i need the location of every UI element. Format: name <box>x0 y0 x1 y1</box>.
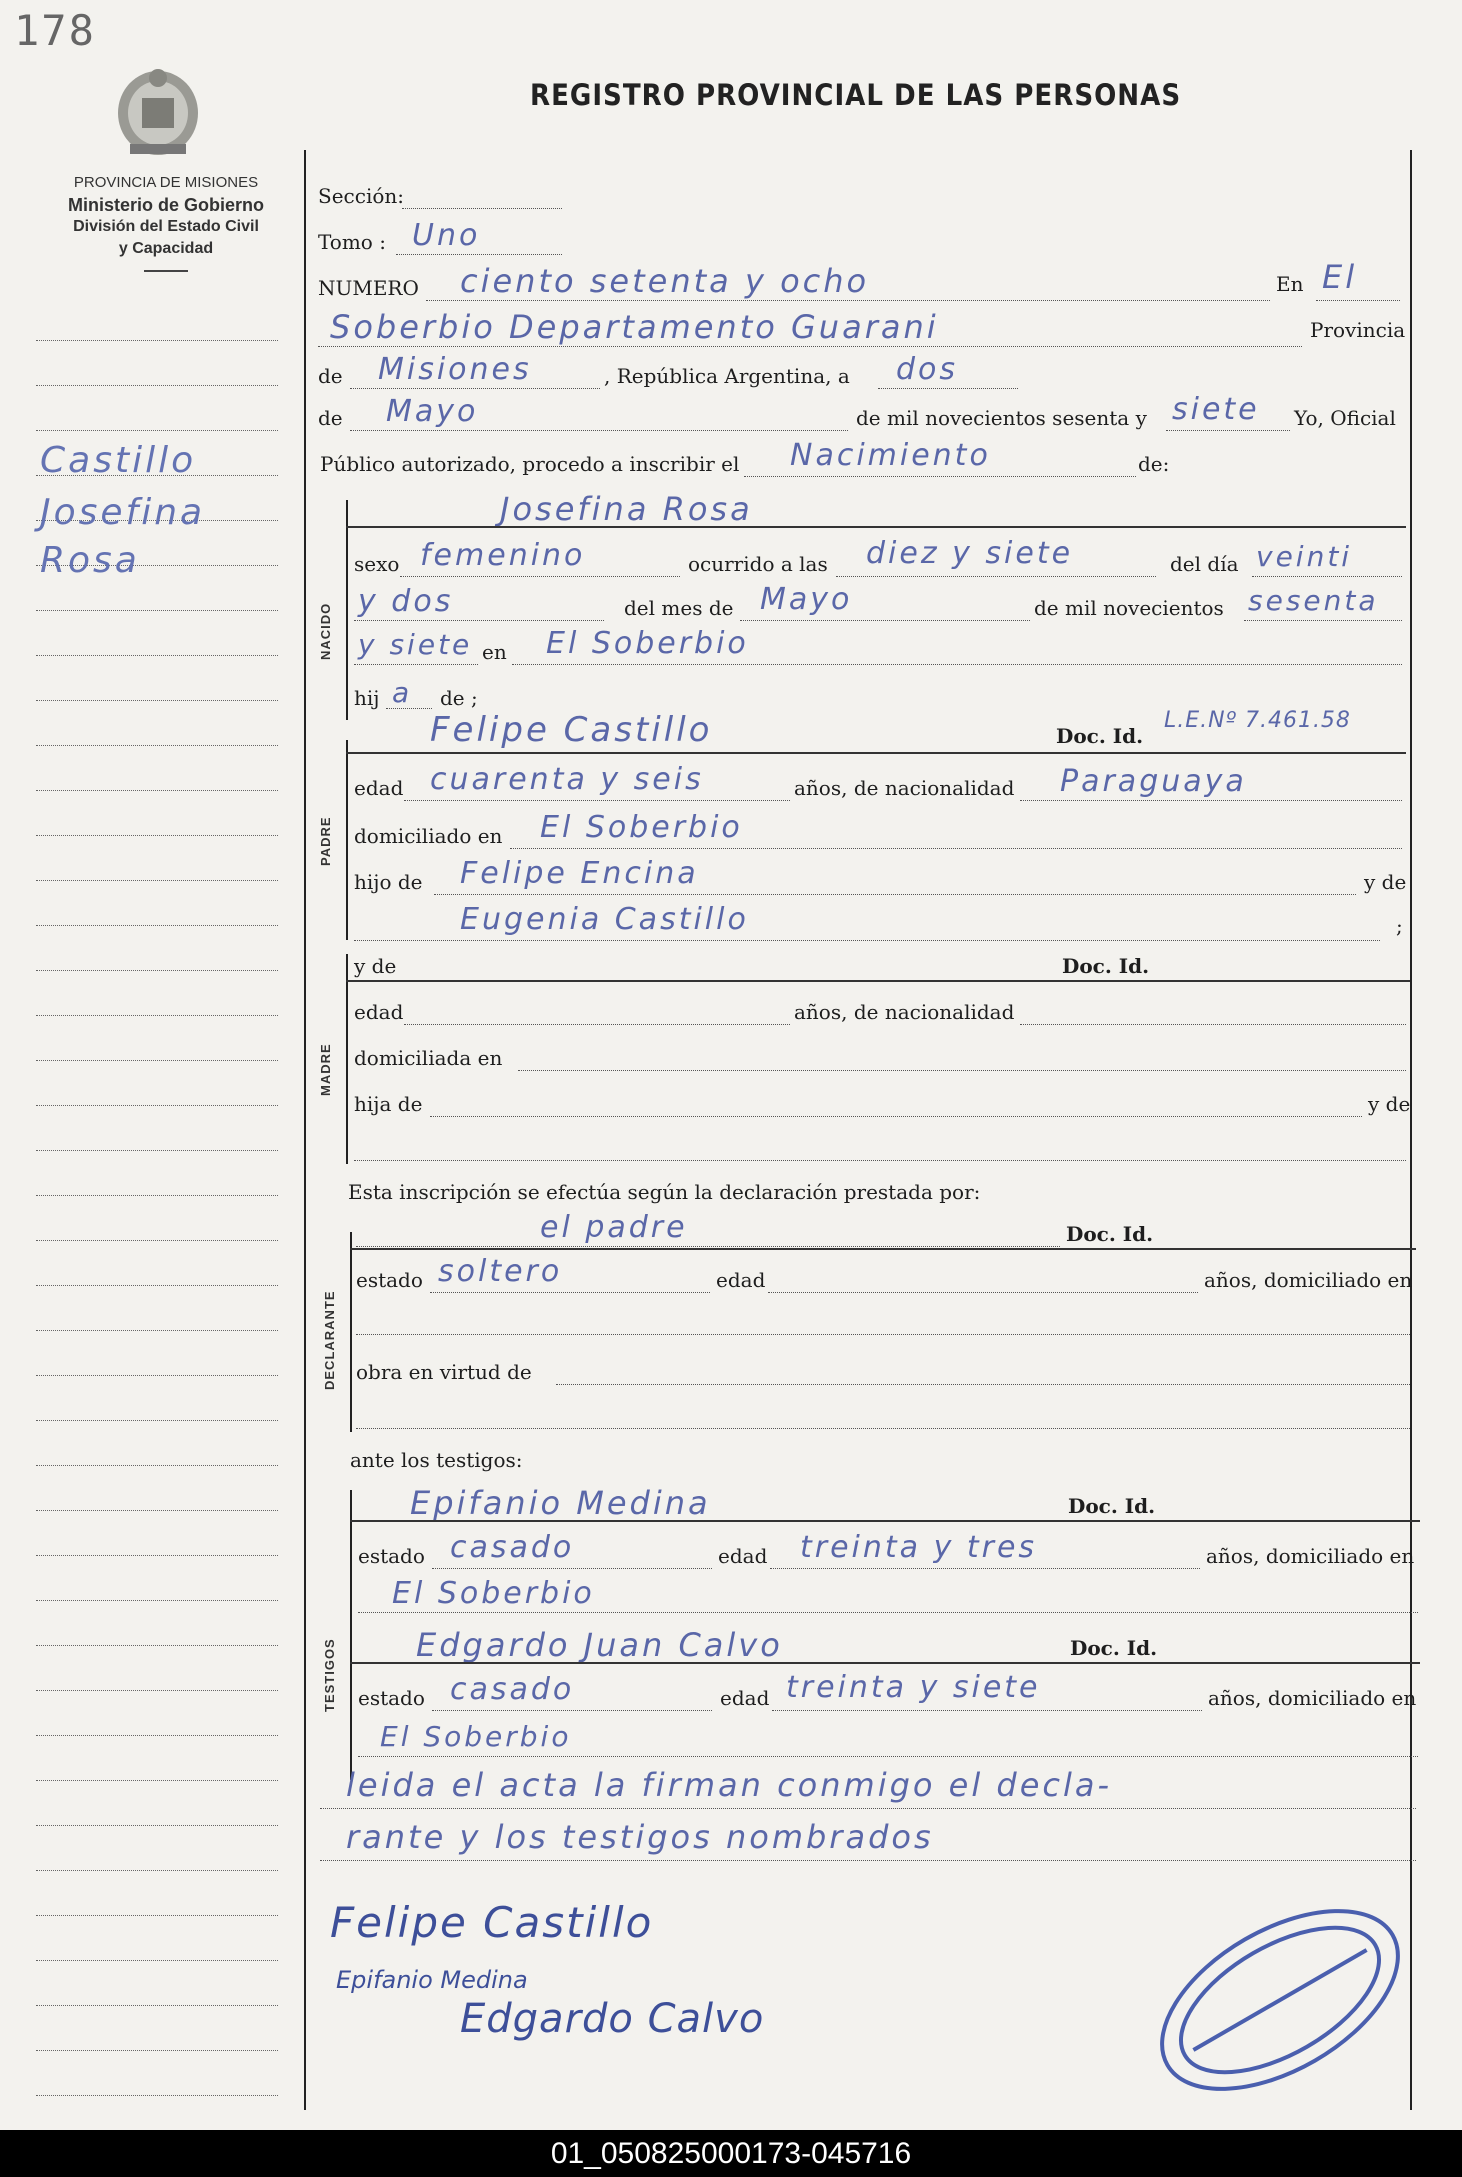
margin-line <box>36 1195 278 1196</box>
margin-line <box>36 1015 278 1016</box>
padre-nombre-line <box>346 752 1406 754</box>
margin-line <box>36 1870 278 1871</box>
madre-nombre-line <box>346 980 1410 982</box>
testigo2-edad-line <box>772 1710 1202 1711</box>
padre-nacionalidad-value: Paraguaya <box>1060 764 1247 799</box>
declarante-dom-line <box>356 1334 1410 1335</box>
margin-line <box>36 1555 278 1556</box>
cierre-line1 <box>320 1808 1416 1809</box>
madre-edad-label: edad <box>354 1000 404 1024</box>
ocurrido-label: ocurrido a las <box>688 552 828 576</box>
cierre-text2: rante y los testigos nombrados <box>346 1818 934 1856</box>
acto-value: Nacimiento <box>790 438 991 473</box>
page-number: 178 <box>14 6 96 55</box>
margin-line <box>36 1060 278 1061</box>
tomo-label: Tomo : <box>318 230 386 254</box>
tomo-value: Uno <box>412 218 481 253</box>
dia-value: veinti <box>1256 540 1353 573</box>
margin-line <box>36 655 278 656</box>
testigo1-dom-value: El Soberbio <box>392 1576 595 1611</box>
main-border-right <box>1410 150 1412 2110</box>
en2-label: en <box>482 640 507 664</box>
margin-line <box>36 2095 278 2096</box>
nombre-line <box>346 526 1406 528</box>
en-line <box>1316 300 1400 301</box>
testigo1-estado-label: estado <box>358 1544 425 1568</box>
testigo2-estado-label: estado <box>358 1686 425 1710</box>
declarante-line <box>356 1246 1060 1247</box>
margin-line <box>36 2005 278 2006</box>
margin-line <box>36 1240 278 1241</box>
inscripcion-label: Esta inscripción se efectúa según la declaración prestada por: <box>348 1180 981 1204</box>
de-label: de <box>318 364 343 388</box>
madre-doc-label: Doc. Id. <box>1062 954 1150 978</box>
madre-padre-line <box>430 1116 1362 1117</box>
margin-lines <box>36 0 278 2130</box>
nombre-value: Josefina Rosa <box>500 490 753 528</box>
margin-line <box>36 1960 278 1961</box>
declarante-side-label: DECLARANTE <box>322 1290 337 1390</box>
mes-value: Mayo <box>760 582 853 617</box>
margin-line <box>36 1600 278 1601</box>
numero-label: NUMERO <box>318 276 419 300</box>
margin-line <box>36 1780 278 1781</box>
madre-border <box>346 954 348 1164</box>
padre-nacionalidad-line <box>1020 800 1402 801</box>
footer-id: 01_050825000173-045716 <box>0 2130 1462 2177</box>
padre-semicolon: ; <box>1396 914 1403 938</box>
margin-line <box>36 385 278 386</box>
dia-cont-line <box>354 620 604 621</box>
numero-value: ciento setenta y ocho <box>460 262 870 300</box>
margin-line <box>36 835 278 836</box>
anio-nac-value: sesenta <box>1248 584 1379 617</box>
obra-virtud-line2 <box>356 1428 1410 1429</box>
declarante-border <box>350 1232 352 1432</box>
testigo1-doc-label: Doc. Id. <box>1068 1494 1156 1518</box>
margin-line <box>36 610 278 611</box>
provincia-line <box>350 388 600 389</box>
testigo1-edad-label: edad <box>718 1544 768 1568</box>
seccion-line <box>402 208 562 209</box>
dia-cont-value: y dos <box>358 584 454 619</box>
margin-firstname: Josefina <box>40 492 206 533</box>
padre-y-de-label: y de <box>1364 870 1407 894</box>
declarante-value: el padre <box>540 1210 688 1245</box>
yo-oficial-label: Yo, Oficial <box>1294 406 1396 430</box>
signature-felipe: Felipe Castillo <box>330 1898 654 1947</box>
margin-line <box>36 790 278 791</box>
agency-province: PROVINCIA DE MISIONES <box>73 174 259 191</box>
lugar-value: Soberbio Departamento Guarani <box>330 308 939 346</box>
signature-edgardo: Edgardo Calvo <box>460 1996 765 2042</box>
margin-line <box>36 1735 278 1736</box>
padre-border <box>346 740 348 940</box>
margin-line <box>36 1690 278 1691</box>
margin-line <box>36 1105 278 1106</box>
padre-edad-line <box>404 800 790 801</box>
declarante-edad-label: edad <box>716 1268 766 1292</box>
margin-line <box>36 1420 278 1421</box>
testigo2-dom-value: El Soberbio <box>380 1720 572 1753</box>
padre-edad-label: edad <box>354 776 404 800</box>
hij-suffix-value: a <box>392 676 413 709</box>
madre-hija-label: hija de <box>354 1092 423 1116</box>
lugar-line <box>318 346 1302 347</box>
margin-surname: Castillo <box>40 440 197 481</box>
madre-nacionalidad-label: años, de nacionalidad <box>794 1000 1015 1024</box>
padre-madre-value: Eugenia Castillo <box>460 902 749 937</box>
margin-line <box>36 1375 278 1376</box>
testigos-label: ante los testigos: <box>350 1448 523 1472</box>
testigo1-edad-value: treinta y tres <box>800 1530 1038 1565</box>
declarante-estado-label: estado <box>356 1268 423 1292</box>
lugar-nac-line <box>512 664 1402 665</box>
testigo2-doc-label: Doc. Id. <box>1070 1636 1158 1660</box>
nacido-border <box>346 500 348 720</box>
padre-madre-line <box>354 940 1380 941</box>
sexo-line <box>400 576 680 577</box>
testigo2-edad-value: treinta y siete <box>786 1670 1041 1705</box>
declarante-doc-label: Doc. Id. <box>1066 1222 1154 1246</box>
de-colon-label: de: <box>1138 452 1170 476</box>
hora-value: diez y siete <box>866 536 1074 571</box>
margin-line <box>36 1465 278 1466</box>
seccion-label: Sección: <box>318 184 404 208</box>
mil-sesenta-label: de mil novecientos sesenta y <box>856 406 1147 430</box>
anio-line <box>1166 430 1290 431</box>
madre-y-de-end-label: y de <box>1368 1092 1411 1116</box>
anio-nac-cont-line <box>354 664 478 665</box>
agency-division: División del Estado Civil <box>73 218 259 235</box>
padre-hijo-label: hijo de <box>354 870 423 894</box>
de2-label: de <box>318 406 343 430</box>
del-dia-label: del día <box>1170 552 1239 576</box>
testigo2-value: Edgardo Juan Calvo <box>416 1626 783 1664</box>
margin-line <box>36 1825 278 1826</box>
madre-nacionalidad-line <box>1020 1024 1406 1025</box>
testigo2-line <box>350 1662 1420 1664</box>
publico-label: Público autorizado, procedo a inscribir el <box>320 452 740 476</box>
mes-inscripcion-value: Mayo <box>386 394 479 429</box>
agency-ministry: Ministerio de Gobierno <box>67 195 264 215</box>
sexo-label: sexo <box>354 552 400 576</box>
margin-line <box>36 1915 278 1916</box>
declarante-top-line <box>350 1248 1416 1250</box>
padre-edad-value: cuarenta y seis <box>430 762 704 797</box>
testigo2-estado-value: casado <box>450 1672 575 1707</box>
testigo1-edad-line <box>770 1568 1200 1569</box>
padre-nombre-value: Felipe Castillo <box>430 710 713 750</box>
testigo2-estado-line <box>432 1710 712 1711</box>
margin-line <box>36 1330 278 1331</box>
de-semicolon-label: de ; <box>440 686 478 710</box>
madre-domicilio-line <box>518 1070 1406 1071</box>
testigo1-value: Epifanio Medina <box>410 1484 711 1522</box>
anio-nac-cont-value: y siete <box>358 628 473 661</box>
testigo2-domiciliado-label: años, domiciliado en <box>1208 1686 1417 1710</box>
testigo1-line <box>350 1520 1420 1522</box>
madre-domicilio-label: domiciliada en <box>354 1046 503 1070</box>
lugar-nac-value: El Soberbio <box>546 626 749 661</box>
en-value: El <box>1322 258 1358 296</box>
margin-line <box>36 745 278 746</box>
padre-domicilio-value: El Soberbio <box>540 810 743 845</box>
numero-line <box>426 300 1270 301</box>
padre-side-label: PADRE <box>318 816 333 866</box>
margin-line <box>36 700 278 701</box>
declarante-domiciliado-label: años, domiciliado en <box>1204 1268 1413 1292</box>
margin-line <box>36 1150 278 1151</box>
padre-padre-line <box>434 894 1356 895</box>
acto-line <box>744 476 1136 477</box>
testigo1-dom-line <box>358 1612 1418 1613</box>
margin-line <box>36 1645 278 1646</box>
madre-y-de-label: y de <box>354 954 397 978</box>
anio-value: siete <box>1172 392 1260 427</box>
testigo1-domiciliado-label: años, domiciliado en <box>1206 1544 1415 1568</box>
provincia-value: Misiones <box>378 352 532 387</box>
declarante-estado-line <box>430 1292 710 1293</box>
padre-domicilio-line <box>510 848 1402 849</box>
madre-edad-line <box>404 1024 790 1025</box>
mes-line <box>740 620 1030 621</box>
provincia-label: Provincia <box>1310 318 1406 342</box>
main-border-left <box>304 150 306 2110</box>
padre-doc-label: Doc. Id. <box>1056 724 1144 748</box>
declarante-estado-value: soltero <box>438 1254 563 1289</box>
agency-capacity: y Capacidad <box>118 240 214 257</box>
declarante-edad-line <box>768 1292 1198 1293</box>
signature-epifanio: Epifanio Medina <box>336 1966 528 1994</box>
margin-line <box>36 2050 278 2051</box>
page-title: REGISTRO PROVINCIAL DE LAS PERSONAS <box>530 78 1182 112</box>
testigo1-estado-value: casado <box>450 1530 575 1565</box>
sexo-value: femenino <box>420 538 586 573</box>
margin-line <box>36 970 278 971</box>
dia-line <box>1252 576 1402 577</box>
dia-inscripcion-line <box>878 388 1018 389</box>
obra-virtud-line <box>556 1384 1410 1385</box>
padre-doc-value: L.E.Nº 7.461.58 <box>1164 708 1351 733</box>
nacido-side-label: NACIDO <box>318 602 333 660</box>
tomo-line <box>396 254 562 255</box>
republica-label: , República Argentina, a <box>604 364 850 388</box>
del-mes-label: del mes de <box>624 596 734 620</box>
hora-line <box>836 576 1156 577</box>
margin-line <box>36 880 278 881</box>
margin-line <box>36 340 278 341</box>
padre-nacionalidad-label: años, de nacionalidad <box>794 776 1015 800</box>
official-stamp-icon <box>1130 1880 1430 2120</box>
padre-padre-value: Felipe Encina <box>460 856 699 891</box>
margin-middlename: Rosa <box>40 540 140 581</box>
hij-label: hij <box>354 686 380 710</box>
margin-line <box>36 430 278 431</box>
en-label: En <box>1276 272 1304 296</box>
margin-line <box>36 1510 278 1511</box>
testigos-side-label: TESTIGOS <box>322 1638 337 1712</box>
madre-side-label: MADRE <box>318 1043 333 1096</box>
margin-line <box>36 925 278 926</box>
testigo2-edad-label: edad <box>720 1686 770 1710</box>
cierre-line2 <box>320 1860 1416 1861</box>
testigos-border <box>350 1490 352 1780</box>
margin-line <box>36 1285 278 1286</box>
madre-madre-line <box>354 1160 1406 1161</box>
cierre-text1: leida el acta la firman conmigo el decla- <box>346 1766 1113 1804</box>
mes-inscripcion-line <box>350 430 848 431</box>
testigo2-dom-line <box>358 1756 1418 1757</box>
dia-inscripcion-value: dos <box>896 352 959 387</box>
padre-domicilio-label: domiciliado en <box>354 824 503 848</box>
mil-novecientos-label: de mil novecientos <box>1034 596 1224 620</box>
obra-virtud-label: obra en virtud de <box>356 1360 532 1384</box>
anio-nac-line <box>1244 620 1402 621</box>
testigo1-estado-line <box>432 1568 712 1569</box>
